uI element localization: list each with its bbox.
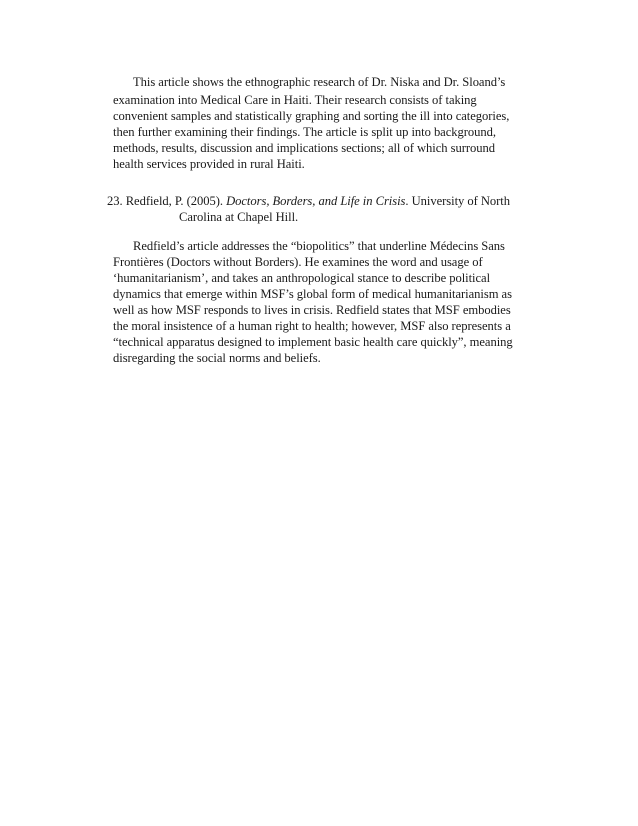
paragraph-line: convenient samples and statistically graphing and sorting the ill into categories, xyxy=(113,109,510,123)
reference-title: Doctors, Borders, and Life in Crisis xyxy=(226,194,406,208)
paragraph-line: “technical apparatus designed to implement basic health care quickly”, meaning xyxy=(113,335,513,349)
paragraph-line: This article shows the ethnographic research of Dr. Niska and Dr. Sloand’s xyxy=(133,75,506,89)
paragraph-line: then further examining their findings. The article is split up into background, xyxy=(113,125,496,139)
paragraph-line: health services provided in rural Haiti. xyxy=(113,157,305,171)
paragraph-line: disregarding the social norms and beliefs. xyxy=(113,351,321,365)
paragraph-line: Frontières (Doctors without Borders). He examines the word and usage of xyxy=(113,255,483,269)
paragraph-line: dynamics that emerge within MSF’s global form of medical humanitarianism as xyxy=(113,287,512,301)
reference-first-line xyxy=(107,193,510,209)
paragraph-line: the moral insistence of a human right to health; however, MSF also represents a xyxy=(113,319,511,333)
paragraph-line: examination into Medical Care in Haiti. Their research consists of taking xyxy=(113,93,477,107)
paragraph-line: Redfield’s article addresses the “biopolitics” that underline Médecins Sans xyxy=(133,239,505,253)
reference-continuation-line: Carolina at Chapel Hill. xyxy=(179,210,299,224)
paragraph-line: methods, results, discussion and implications sections; all of which surround xyxy=(113,141,495,155)
reference-prefix: 23. Redfield, P. (2005). xyxy=(107,194,227,208)
reference-suffix: . University of North xyxy=(405,194,510,208)
paragraph-line: well as how MSF responds to lives in crisis. Redfield states that MSF embodies xyxy=(113,303,511,317)
paragraph-line: ‘humanitarianism’, and takes an anthropological stance to describe political xyxy=(113,271,491,285)
